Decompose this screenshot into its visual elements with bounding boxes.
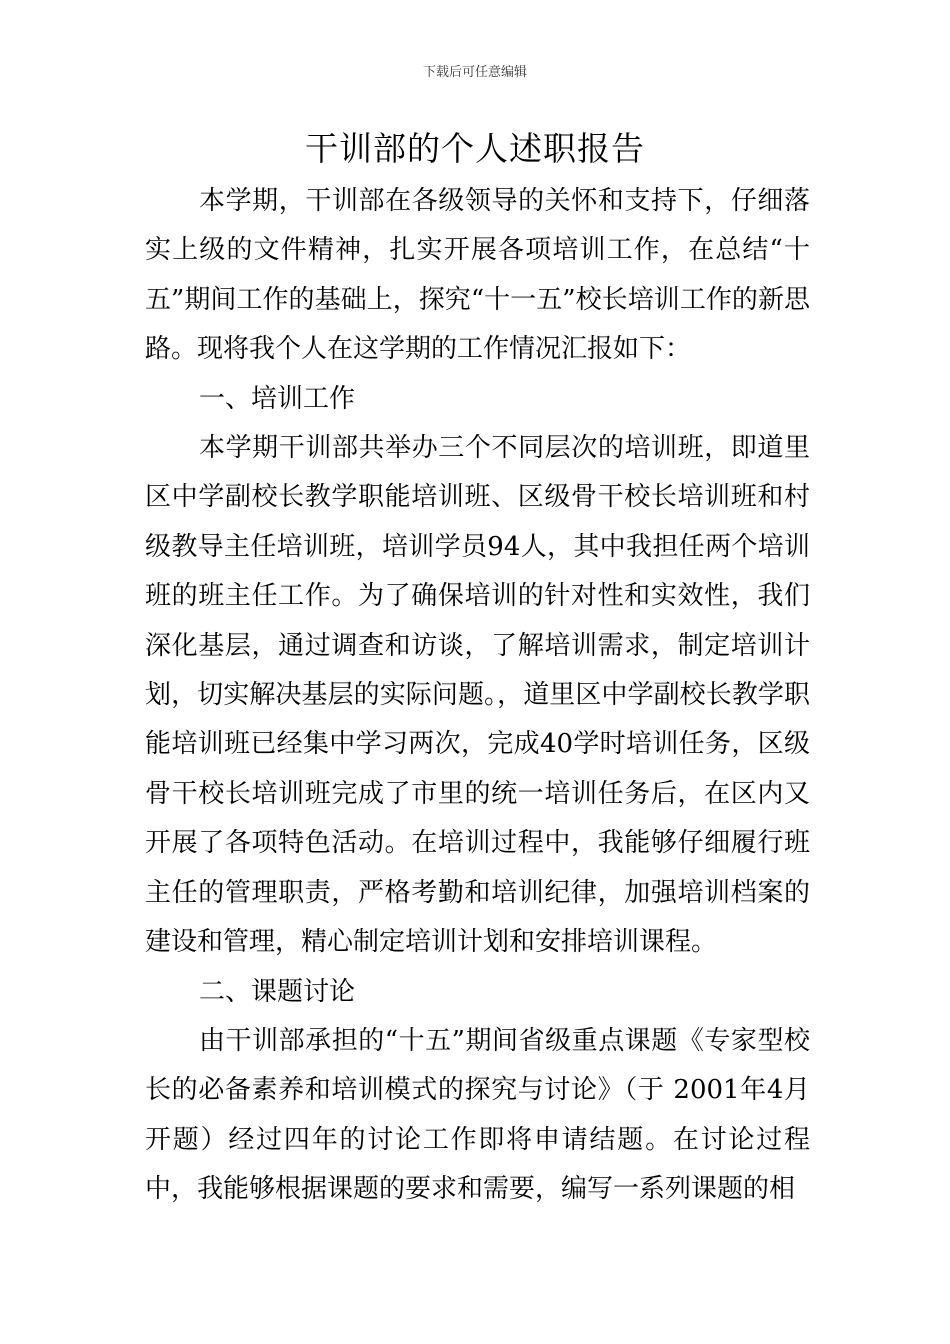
- document-title: 干训部的个人述职报告: [305, 129, 645, 168]
- page-header-note: 下载后可任意编辑: [422, 65, 527, 80]
- section-body-training: 本学期干训部共举办三个不同层次的培训班，即道里区中学副校长教学职能培训班、区级骨干校长培训班和村级教导主任培训班，培训学员94人，其中我担任两个培训班的班主任工作。为了确保培训的针对性和实效性，我们深化基层，通过调查和访谈，了解培训需求，制定培训计划，切实解决基层的实际问题。，道里区中学副校长教学职能培训班已经集中学习两次，完成40学时培训任务，区级骨干校长培训班完成了市里的统一培训任务后，在区内又开展了各项特色活动。在培训过程中，我能够仔细履行班主任的管理职责，严格考勤和培训纪律，加强培训档案的建设和管理，精心制定培训计划和安排培训课程。: [145, 433, 810, 958]
- document-body: [145, 177, 810, 1215]
- section-heading-training: 一、培训工作: [199, 383, 356, 414]
- intro-paragraph: 本学期，干训部在各级领导的关怀和支持下，仔细落实上级的文件精神，扎实开展各项培训工作，在总结“十五”期间工作的基础上，探究“十一五”校长培训工作的新思路。现将我个人在这学期的工作情况汇报如下：: [145, 186, 810, 365]
- section-heading-research: 二、课题讨论: [199, 976, 356, 1007]
- section-body-research: 由干训部承担的“十五”期间省级重点课题《专家型校长的必备素养和培训模式的探究与讨论》（于 2001年4月开题）经过四年的讨论工作即将申请结题。在讨论过程中，我能够根据课题的要求和需要，编写一系列课题的相: [145, 1025, 810, 1205]
